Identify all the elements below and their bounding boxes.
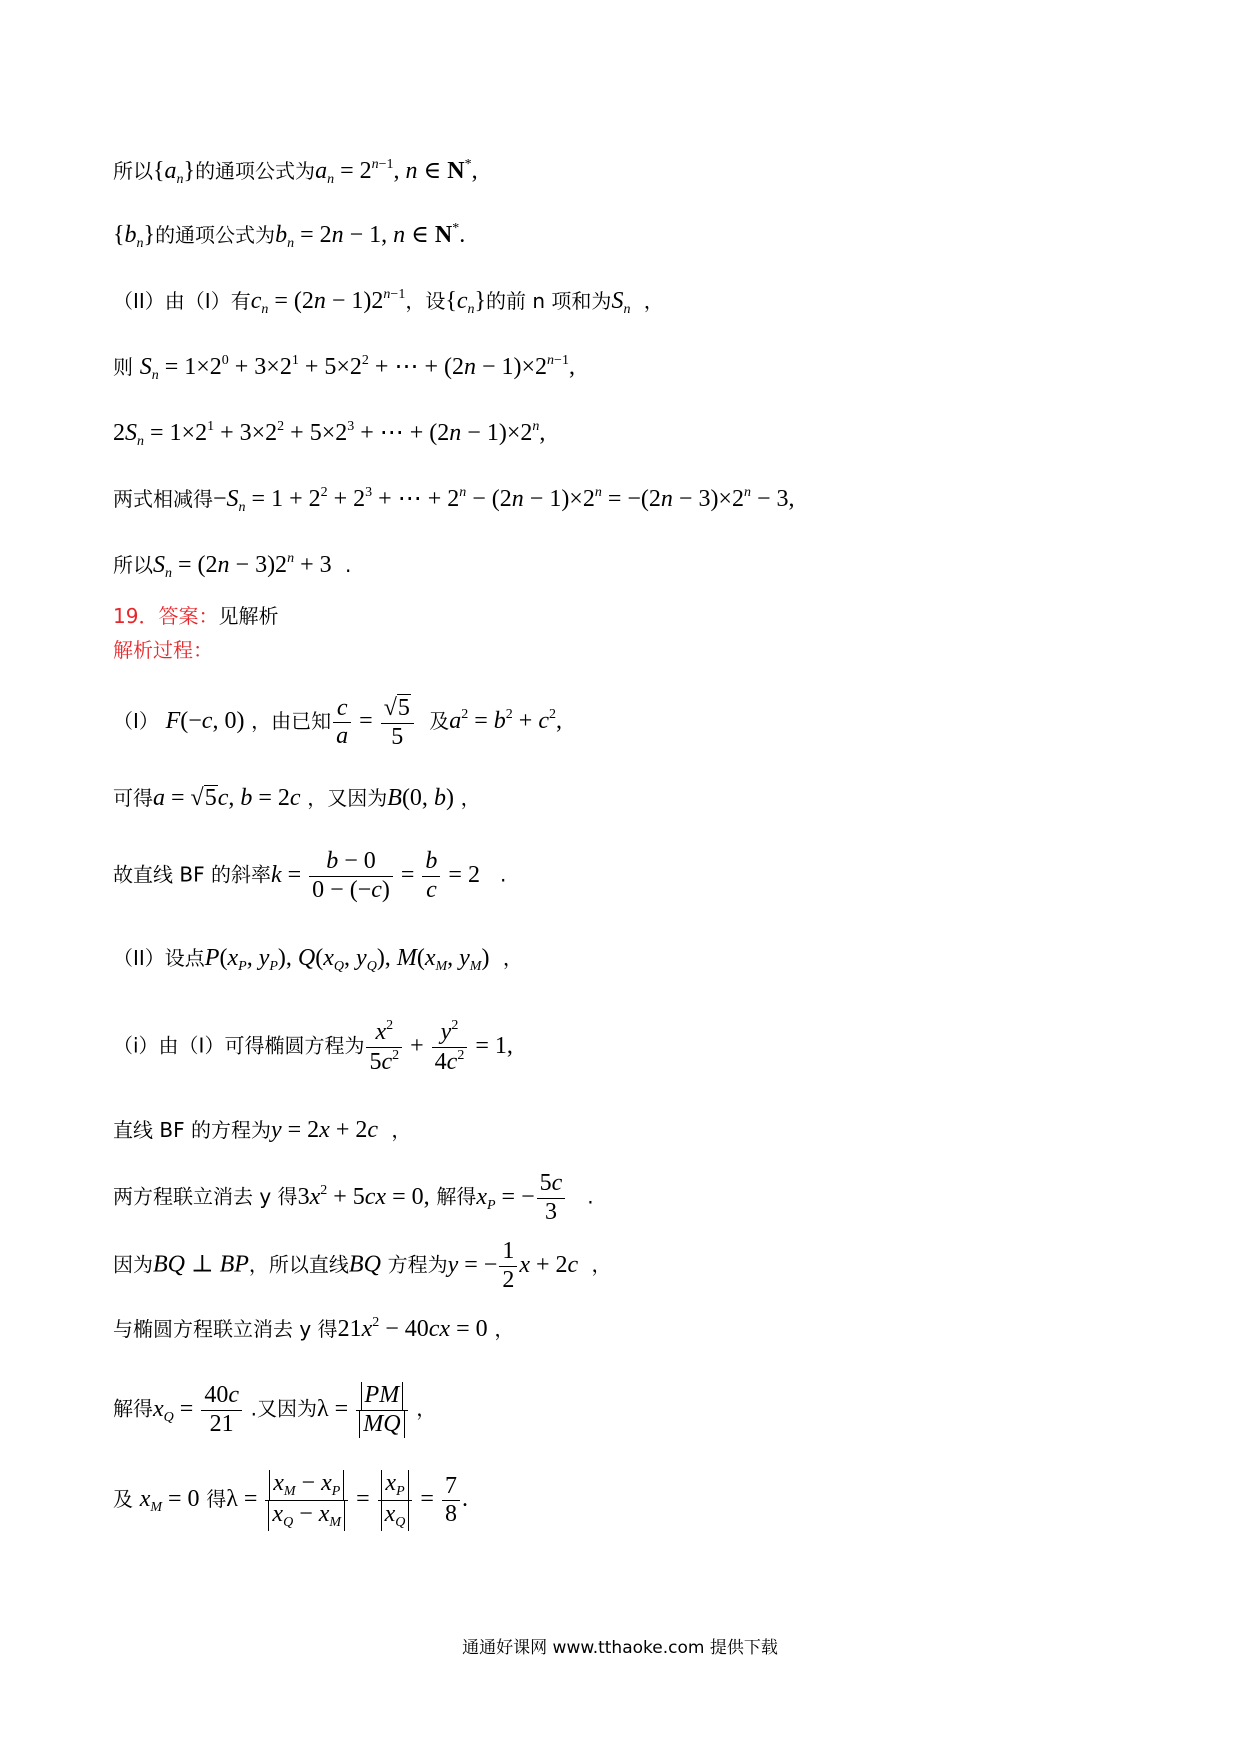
part-ii-intro: （II）由（I）有$c_n = (2n - 1)2^{n-1}$，设$\{c_n\}$的前 n 项和为$S_n$ ，	[113, 287, 664, 317]
formula-bn: $\{b_n\}$的通项公式为$b_n = 2n - 1$, n ∈ N*.	[113, 221, 466, 251]
part-i-derive: 可得a = √5c, b = 2c ，又因为B(0, b) ，	[113, 785, 481, 811]
line-bq: 因为BQ ⊥ BP，所以直线BQ 方程为y = − $\frac{1}{2}$ x + 2c ，	[113, 1238, 612, 1293]
line-bf-equation: 直线 BF 的方程为y = 2x + 2c ，	[113, 1117, 412, 1143]
part-ii-points: （II）设点$P(x_P$, $y_P$), $Q(x_Q$, $y_Q$), $M(x_M$, $y_M$) ，	[113, 945, 523, 974]
part-i-given: （I） F(−c, 0) ，由已知 $\frac{c}{a}$ = $\frac{√5}{5}$ 及$a^2 = b^2 + c^2$,	[113, 694, 562, 750]
q19-process: 解析过程：	[113, 638, 213, 662]
lambda-result: 及 $x_M = 0$ 得λ = $\frac{x_M - x_P}{x_Q - x_M}$ = $\frac{x_P}{x_Q}$ = $\frac{7}{8}$ .	[113, 1470, 468, 1531]
sum-2sn: $2S_n = 1\times 2^1 + 3\times 2^2 + 5\times 2^3$ + ⋯ + $(2n - 1)\times 2^n$,	[113, 419, 546, 449]
result-sn: 所以$S_n = (2n - 3)2^n + 3$ .	[113, 551, 352, 581]
formula-an: 所以$\{a_n\}$的通项公式为$a_n = 2^{n-1}$, n ∈ N*,	[113, 157, 478, 187]
q19-heading: 19．答案：见解析	[113, 604, 279, 628]
ellipse-equation: （i）由（I）可得椭圆方程为 $\frac{x^2}{5c^2}$ + $\frac{y^2}{4c^2}$ = 1,	[113, 1018, 513, 1075]
footer-text: 通通好课网 www.tthaoke.com 提供下载	[462, 1638, 778, 1658]
solve-xq: 解得$x_Q$ = $\frac{40c}{21}$ .又因为λ = $\frac{PM}{MQ}$ ，	[113, 1382, 437, 1437]
subtract: 两式相减得$-S_n = 1 + 2^2 + 2^3$ + ⋯ + $2^n - (2n - 1)\times 2^n = -(2n - 3)\times 2^n - 3$,	[113, 485, 795, 515]
slope-bf: 故直线 BF 的斜率k = $\frac{b - 0}{0 - (-c)}$ = $\frac{b}{c}$ = 2 .	[113, 848, 507, 903]
sum-sn: 则 $S_n = 1\times 2^0 + 3\times 2^1 + 5\times 2^2$ + ⋯ + $(2n - 1)\times 2^{n-1}$,	[113, 353, 575, 383]
solve-xq-eq: 与椭圆方程联立消去 y 得$21x^2 - 40cx = 0$ ，	[113, 1315, 515, 1342]
solve-xp: 两方程联立消去 y 得$3x^2 + 5cx = 0$, 解得$x_P$ = − $\frac{5c}{3}$ .	[113, 1170, 594, 1225]
